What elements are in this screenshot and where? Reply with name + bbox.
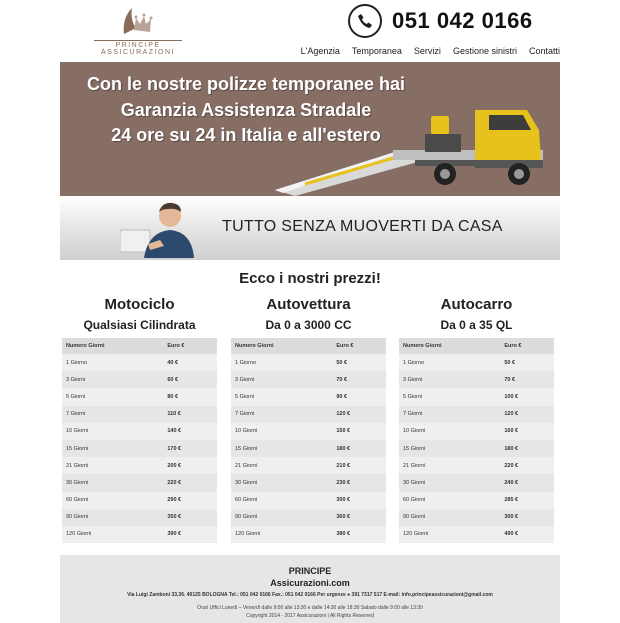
price-column-motociclo (62, 296, 217, 543)
column-title: Motociclo (104, 296, 175, 313)
footer-copyright: Copyright 2014 - 2017 Assicurazioni | All Rights Reserved (246, 613, 374, 619)
price-table (231, 338, 386, 543)
nav-item-agenzia[interactable]: L'Agenzia (300, 46, 340, 56)
cell-days: 10 Giorni (235, 428, 258, 435)
cell-price: 285 € (504, 497, 519, 504)
header-cell-days: Numero Giorni (235, 343, 274, 349)
cell-days: 120 Giorni (66, 531, 92, 538)
table-row (399, 440, 554, 457)
banner-line-2: Garanzia Assistenza Stradale (120, 100, 372, 120)
cell-days: 60 Giorni (235, 497, 258, 504)
cell-days: 15 Giorni (235, 445, 258, 452)
table-header-row (399, 338, 554, 354)
footer-contacts: Via Luigi Zamboni 33,36. 40125 BOLOGNA Tel.: 051 042 0166 Fax.: 051 042 0166 Per urgenze ● 391 7317 517 E-mail: info.principeassicurazioni@gmail.com (127, 592, 493, 598)
cell-price: 220 € (167, 479, 182, 486)
nav-item-contatti[interactable]: Contatti (528, 46, 560, 56)
cell-price: 380 € (336, 531, 351, 538)
cell-days: 15 Giorni (403, 445, 426, 452)
table-row (231, 492, 386, 509)
footer-subname: Assicurazioni.com (270, 578, 350, 588)
table-row (399, 406, 554, 423)
cell-price: 350 € (167, 514, 182, 521)
cell-price: 230 € (336, 479, 351, 486)
table-header-row (231, 338, 386, 354)
cell-days: 21 Giorni (235, 462, 258, 469)
cell-days: 30 Giorni (403, 479, 426, 486)
cell-price: 220 € (504, 462, 519, 469)
cell-price: 110 € (167, 411, 181, 418)
table-row (231, 509, 386, 526)
cell-price: 50 € (504, 359, 516, 366)
cell-days: 1 Giorno (403, 359, 425, 366)
cell-price: 140 € (167, 428, 182, 435)
table-row (231, 388, 386, 405)
cell-price: 120 € (504, 411, 519, 418)
cell-price: 90 € (336, 393, 348, 400)
cell-days: 60 Giorni (66, 497, 89, 504)
table-row (399, 423, 554, 440)
tow-truck-image (275, 100, 555, 196)
cell-days: 10 Giorni (66, 428, 89, 435)
price-table (62, 338, 217, 543)
table-row (231, 440, 386, 457)
table-row (399, 492, 554, 509)
logo-divider (94, 40, 182, 41)
table-row (231, 457, 386, 474)
table-row (62, 457, 217, 474)
logo[interactable] (90, 4, 186, 56)
cell-price: 390 € (167, 531, 182, 538)
cell-days: 90 Giorni (235, 514, 258, 521)
table-row (231, 371, 386, 388)
cell-days: 3 Giorni (66, 376, 86, 383)
table-row (62, 406, 217, 423)
column-title: Autocarro (440, 296, 513, 313)
table-row (231, 526, 386, 543)
nav-item-servizi[interactable]: Servizi (413, 46, 441, 56)
cell-days: 7 Giorni (66, 411, 86, 418)
column-subtitle: Da 0 a 3000 CC (265, 318, 352, 332)
table-row (62, 371, 217, 388)
table-row (62, 423, 217, 440)
table-row (399, 388, 554, 405)
cell-price: 290 € (167, 497, 182, 504)
cell-price: 170 € (167, 445, 182, 452)
table-row (62, 440, 217, 457)
table-row (62, 354, 217, 371)
cell-price: 300 € (504, 514, 519, 521)
cell-price: 180 € (336, 445, 351, 452)
cell-days: 21 Giorni (66, 462, 89, 469)
footer-hours: Orari Uffici Lunedì – Venerdì dalle 9:00 alle 13:30 e dalle 14:30 alle 18:30 Sabato dalle 9:00 alle 13:30 (197, 605, 423, 611)
header-cell-euro: Euro € (504, 343, 522, 349)
cell-price: 490 € (504, 531, 519, 538)
cell-price: 160 € (504, 428, 519, 435)
table-row (399, 509, 554, 526)
table-row (62, 388, 217, 405)
phone-block[interactable] (348, 4, 533, 38)
table-row (231, 474, 386, 491)
cell-days: 7 Giorni (403, 411, 423, 418)
prices-title: Ecco i nostri prezzi! (239, 270, 381, 287)
price-column-autocarro (399, 296, 554, 543)
table-header-row (62, 338, 217, 354)
footer (60, 555, 560, 623)
table-row (231, 406, 386, 423)
table-row (399, 457, 554, 474)
cell-days: 5 Giorni (66, 393, 86, 400)
cell-days: 120 Giorni (235, 531, 261, 538)
cell-days: 90 Giorni (403, 514, 426, 521)
table-row (62, 509, 217, 526)
page (60, 0, 560, 623)
cell-price: 360 € (336, 514, 351, 521)
price-table (399, 338, 554, 543)
header (60, 0, 560, 62)
cell-days: 5 Giorni (235, 393, 255, 400)
cell-days: 30 Giorni (235, 479, 258, 486)
cell-days: 1 Giorno (66, 359, 88, 366)
hero-banner (60, 62, 560, 196)
table-row (62, 474, 217, 491)
phone-icon (348, 4, 382, 38)
price-column-autovettura (231, 296, 386, 543)
cell-price: 200 € (167, 462, 182, 469)
person-with-laptop-image (120, 198, 210, 258)
table-row (399, 474, 554, 491)
promo-strip (60, 196, 560, 260)
cell-days: 1 Giorno (235, 359, 257, 366)
table-row (399, 371, 554, 388)
cell-days: 120 Giorni (403, 531, 429, 538)
header-cell-euro: Euro € (336, 343, 354, 349)
cell-days: 7 Giorni (235, 411, 255, 418)
cell-price: 80 € (167, 393, 179, 400)
main-nav (289, 46, 560, 56)
cell-price: 300 € (336, 497, 351, 504)
promo-text: TUTTO SENZA MUOVERTI DA CASA (222, 218, 503, 235)
cell-days: 15 Giorni (66, 445, 89, 452)
cell-price: 60 € (167, 376, 179, 383)
cell-price: 70 € (336, 376, 348, 383)
column-subtitle: Da 0 a 35 QL (440, 318, 513, 332)
banner-line-3: 24 ore su 24 in Italia e all'estero (111, 125, 381, 145)
table-row (231, 354, 386, 371)
table-row (399, 526, 554, 543)
table-row (62, 492, 217, 509)
table-row (62, 526, 217, 543)
cell-price: 240 € (504, 479, 519, 486)
cell-price: 40 € (167, 359, 179, 366)
cell-days: 3 Giorni (403, 376, 423, 383)
cell-days: 30 Giorni (66, 479, 89, 486)
cell-price: 50 € (336, 359, 348, 366)
table-row (231, 423, 386, 440)
cell-price: 70 € (504, 376, 516, 383)
cell-days: 5 Giorni (403, 393, 423, 400)
phone-number: 051 042 0166 (392, 8, 533, 33)
cell-price: 180 € (504, 445, 519, 452)
cell-days: 3 Giorni (235, 376, 255, 383)
cell-price: 100 € (504, 393, 519, 400)
logo-text: PRINCIPE ASSICURAZIONI (101, 42, 175, 56)
table-row (399, 354, 554, 371)
crown-leaf-logo-icon (118, 4, 158, 38)
cell-days: 90 Giorni (66, 514, 89, 521)
footer-name: PRINCIPE (288, 566, 332, 576)
banner-line-1: Con le nostre polizze temporanee hai (86, 74, 406, 94)
cell-days: 60 Giorni (403, 497, 426, 504)
column-title: Autovettura (266, 296, 351, 313)
cell-days: 21 Giorni (403, 462, 426, 469)
header-cell-days: Numero Giorni (403, 343, 442, 349)
cell-price: 150 € (336, 428, 351, 435)
cell-price: 210 € (336, 462, 351, 469)
column-subtitle: Qualsiasi Cilindrata (83, 318, 196, 332)
header-cell-euro: Euro € (167, 343, 185, 349)
nav-item-temporanea[interactable]: Temporanea (351, 46, 402, 56)
nav-item-gestione-sinistri[interactable]: Gestione sinistri (452, 46, 517, 56)
cell-price: 120 € (336, 411, 351, 418)
cell-days: 10 Giorni (403, 428, 426, 435)
header-cell-days: Numero Giorni (66, 343, 105, 349)
